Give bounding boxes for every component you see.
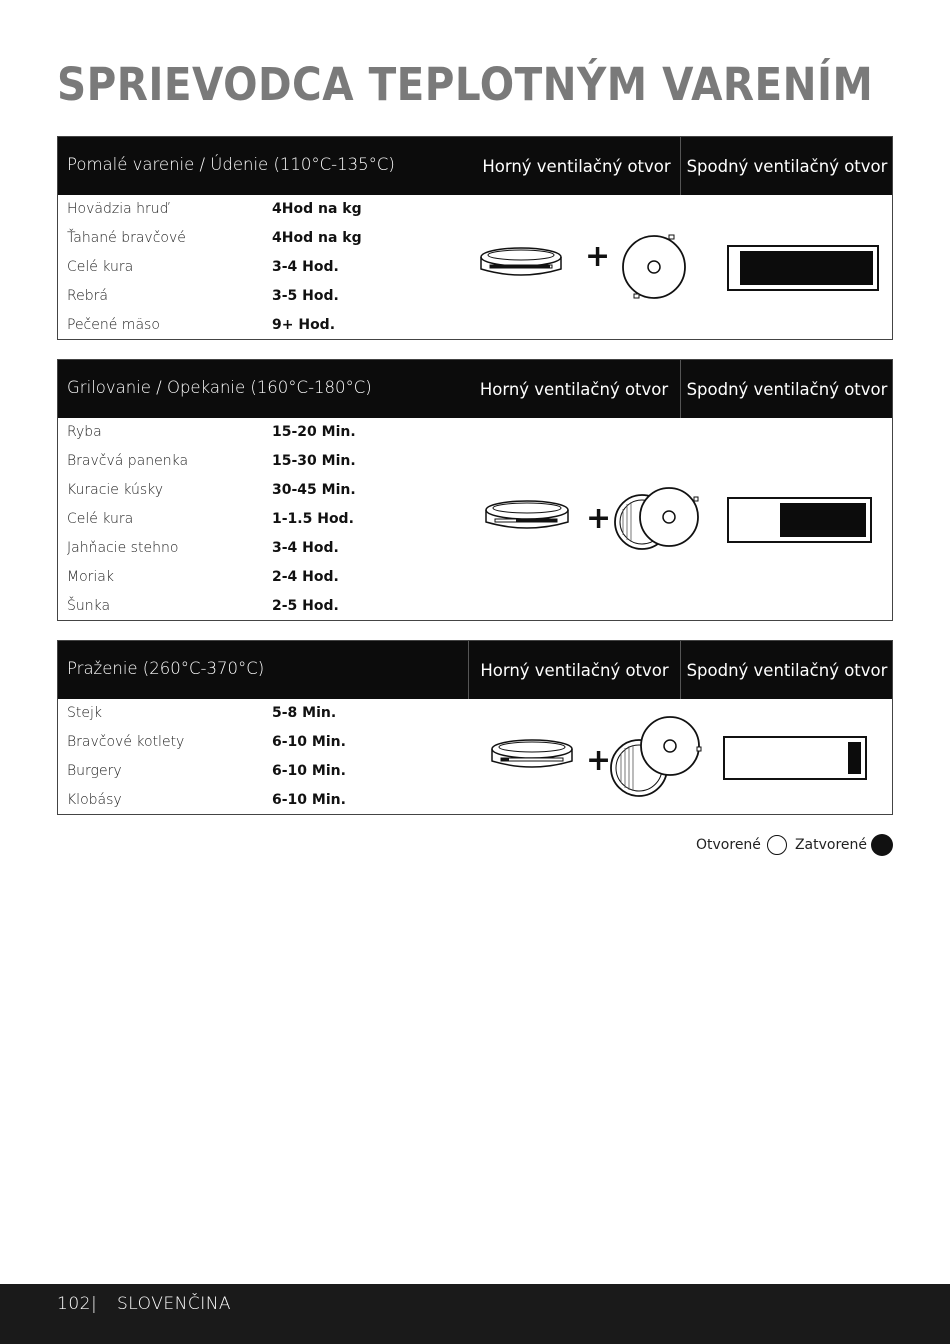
- food-name: Rebrá: [67, 288, 108, 304]
- section-slow-cooking: [57, 136, 893, 340]
- table-row: [58, 786, 892, 815]
- food-name: Šunka: [67, 598, 111, 614]
- food-name: Jahňacie stehno: [67, 540, 179, 556]
- food-name: Bravčvá panenka: [67, 453, 189, 469]
- open-circle-icon: [767, 835, 787, 855]
- section-header: [58, 137, 892, 195]
- food-name: Pečené mäso: [67, 317, 160, 333]
- table-row: [58, 699, 892, 728]
- bottom-vent-closed-fill: [740, 251, 873, 285]
- food-name: Hovädzia hruď: [67, 201, 169, 217]
- page-footer: [0, 1284, 950, 1344]
- cook-time: 4Hod na kg: [272, 201, 362, 217]
- legend-closed-label: Zatvorené: [794, 837, 867, 853]
- closed-circle-icon: [871, 834, 893, 856]
- cook-time: 1-1.5 Hod.: [272, 511, 354, 527]
- top-vent-heading: Horný ventilačný otvor: [482, 156, 671, 176]
- section-header: [58, 641, 892, 699]
- section-grilling: [57, 359, 893, 621]
- food-name: Klobásy: [67, 792, 122, 808]
- cook-time: 30-45 Min.: [272, 482, 356, 498]
- bottom-vent-heading: Spodný ventilačný otvor: [680, 137, 893, 195]
- table-row: [58, 311, 892, 340]
- food-name: Celé kura: [67, 259, 134, 275]
- plus-icon: +: [585, 239, 611, 274]
- cook-time: 3-5 Hod.: [272, 288, 339, 304]
- plus-icon: +: [586, 743, 612, 778]
- section-searing: [57, 640, 893, 815]
- plus-icon: +: [586, 501, 612, 536]
- cook-time: 6-10 Min.: [272, 792, 346, 808]
- cook-time: 15-20 Min.: [272, 424, 356, 440]
- cook-time: 9+ Hod.: [272, 317, 336, 333]
- vent-legend: [696, 834, 893, 856]
- food-name: Kuracie kúsky: [67, 482, 164, 498]
- cook-time: 3-4 Hod.: [272, 540, 339, 556]
- cook-time: 3-4 Hod.: [272, 259, 339, 275]
- vent-cover-icon: [611, 717, 701, 796]
- cook-time: 6-10 Min.: [272, 763, 346, 779]
- food-name: Bravčové kotlety: [67, 734, 185, 750]
- page-title: SPRIEVODCA TEPLOTNÝM VARENÍM: [57, 58, 874, 111]
- food-name: Celé kura: [67, 511, 134, 527]
- vent-cover-icon: [623, 235, 685, 298]
- table-row: [58, 418, 892, 447]
- food-name: Burgery: [67, 763, 122, 779]
- cook-time: 6-10 Min.: [272, 734, 346, 750]
- bottom-vent-slider: [723, 736, 867, 780]
- cook-time: 5-8 Min.: [272, 705, 337, 721]
- table-row: [58, 447, 892, 476]
- vent-disc-icon: [492, 740, 572, 767]
- vent-disc-icon: [486, 501, 568, 528]
- food-name: Ryba: [67, 424, 102, 440]
- vent-cover-icon: [615, 488, 698, 549]
- section-heading: Grilovanie / Opekanie (160°C-180°C): [67, 378, 372, 397]
- bottom-vent-slider: [727, 497, 872, 543]
- bottom-vent-closed-fill: [780, 503, 866, 537]
- bottom-vent-slider: [727, 245, 879, 291]
- cook-time: 2-4 Hod.: [272, 569, 339, 585]
- table-row: [58, 563, 892, 592]
- food-name: Stejk: [67, 705, 102, 721]
- language-label: SLOVENČINA: [117, 1294, 232, 1314]
- bottom-vent-heading: Spodný ventilačný otvor: [680, 360, 893, 418]
- section-heading: Pomalé varenie / Údenie (110°C-135°C): [67, 155, 395, 174]
- top-vent-heading: Horný ventilačný otvor: [479, 379, 669, 399]
- bottom-vent-heading: Spodný ventilačný otvor: [680, 641, 893, 699]
- page-number: 102|: [57, 1294, 98, 1314]
- top-vent-heading: Horný ventilačný otvor: [468, 641, 680, 699]
- bottom-vent-closed-fill: [848, 742, 861, 774]
- vent-disc-icon: [481, 248, 561, 275]
- table-row: [58, 592, 892, 621]
- section-heading: Praženie (260°C-370°C): [67, 659, 265, 678]
- cook-time: 15-30 Min.: [272, 453, 356, 469]
- legend-open-label: Otvorené: [696, 837, 761, 853]
- section-header: [58, 360, 892, 418]
- cook-time: 4Hod na kg: [272, 230, 362, 246]
- table-row: [58, 195, 892, 224]
- cook-time: 2-5 Hod.: [272, 598, 339, 614]
- food-name: Ťahané bravčové: [67, 230, 186, 246]
- food-name: Moriak: [67, 569, 114, 585]
